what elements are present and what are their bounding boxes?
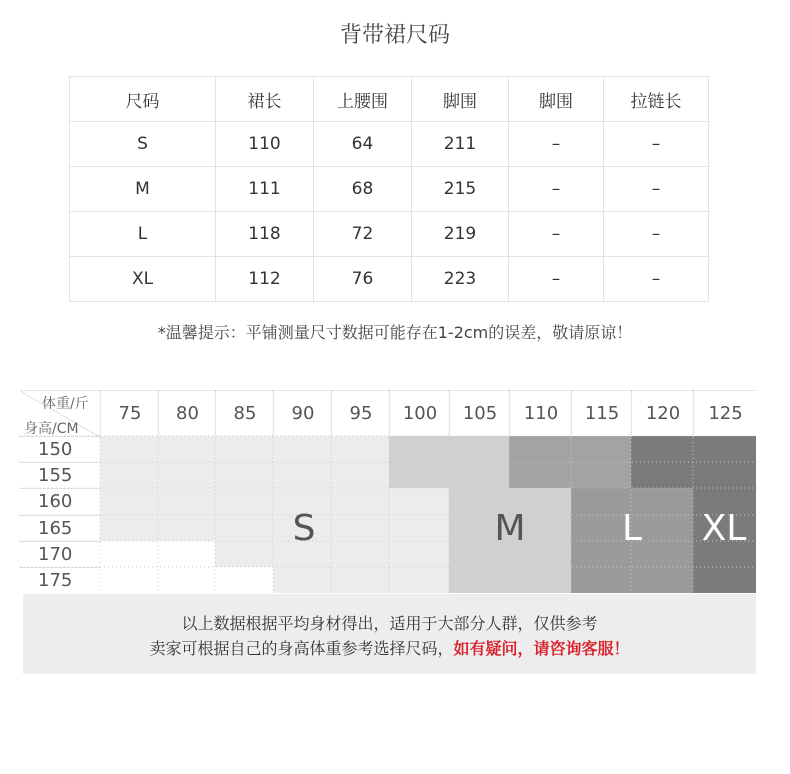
weight-cell: 125 — [693, 391, 757, 437]
table-row — [70, 257, 709, 302]
height-cell: 170 — [20, 541, 100, 567]
table-cell: XL — [70, 257, 216, 302]
contact-service-text: 如有疑问，请咨询客服！ — [453, 639, 630, 658]
table-cell: 111 — [216, 167, 314, 212]
footer-line-1: 以上数据根据平均身材得出，适用于大部分人群，仅供参考 — [181, 614, 598, 633]
measurement-note: *温馨提示：平铺测量尺寸数据可能存在1-2cm的误差，敬请原谅！ — [157, 323, 633, 342]
table-cell: – — [509, 167, 604, 212]
table-cell: – — [604, 122, 709, 167]
empty-zone-170 — [100, 541, 215, 567]
size-table-header-row — [70, 77, 709, 122]
table-cell: 211 — [412, 122, 509, 167]
weight-cell: 100 — [389, 391, 450, 437]
height-cell: 150 — [20, 436, 100, 462]
table-row — [70, 212, 709, 257]
table-cell: L — [70, 212, 216, 257]
table-cell: – — [604, 257, 709, 302]
table-row — [70, 167, 709, 212]
weight-cell: 120 — [631, 391, 694, 437]
table-cell: 110 — [216, 122, 314, 167]
empty-zone-175 — [100, 567, 273, 593]
height-cell: 155 — [20, 462, 100, 488]
height-cell: 165 — [20, 515, 100, 541]
header-cell: 脚围 — [412, 77, 509, 122]
table-cell: M — [70, 167, 216, 212]
header-cell: 脚围 — [509, 77, 604, 122]
table-cell: 112 — [216, 257, 314, 302]
height-axis-label: 身高/CM — [24, 421, 79, 437]
size-label-l: L — [621, 508, 643, 549]
table-cell: 72 — [314, 212, 412, 257]
header-cell: 尺码 — [70, 77, 216, 122]
table-cell: – — [604, 167, 709, 212]
header-cell: 上腰围 — [314, 77, 412, 122]
weight-cell: 80 — [158, 391, 216, 437]
table-cell: 219 — [412, 212, 509, 257]
table-cell: 76 — [314, 257, 412, 302]
footer-note — [23, 594, 756, 674]
chart-header — [20, 390, 756, 437]
header-cell: 裙长 — [216, 77, 314, 122]
page-title: 背带裙尺码 — [339, 23, 450, 48]
table-cell: 223 — [412, 257, 509, 302]
table-cell: – — [509, 122, 604, 167]
table-cell: – — [509, 212, 604, 257]
height-weight-chart — [20, 390, 756, 593]
l-zone-upper — [509, 436, 631, 488]
height-cell: 175 — [20, 567, 100, 593]
size-label-s: S — [292, 508, 316, 549]
height-cell: 160 — [20, 488, 100, 514]
size-table — [69, 76, 709, 302]
table-row — [70, 122, 709, 167]
table-cell: 68 — [314, 167, 412, 212]
table-cell: 64 — [314, 122, 412, 167]
size-label-m: M — [494, 508, 526, 549]
weight-cell: 75 — [100, 391, 159, 437]
header-cell: 拉链长 — [604, 77, 709, 122]
table-cell: – — [509, 257, 604, 302]
weight-cell: 95 — [331, 391, 390, 437]
table-cell: S — [70, 122, 216, 167]
m-zone-upper — [389, 436, 509, 488]
weight-cell: 110 — [509, 391, 572, 437]
table-cell: 215 — [412, 167, 509, 212]
weight-cell: 115 — [571, 391, 632, 437]
weight-cell: 85 — [215, 391, 274, 437]
weight-axis-label: 体重/斤 — [42, 396, 89, 412]
s-zone-extension — [389, 488, 449, 593]
table-cell: – — [604, 212, 709, 257]
size-label-xl: XL — [701, 508, 747, 549]
footer-line-2 — [23, 636, 756, 659]
table-cell: 118 — [216, 212, 314, 257]
weight-cell: 90 — [273, 391, 332, 437]
weight-cell: 105 — [449, 391, 510, 437]
footer-line-2-text: 卖家可根据自己的身高体重参考选择尺码， — [149, 639, 454, 658]
xl-zone-upper — [631, 436, 756, 488]
